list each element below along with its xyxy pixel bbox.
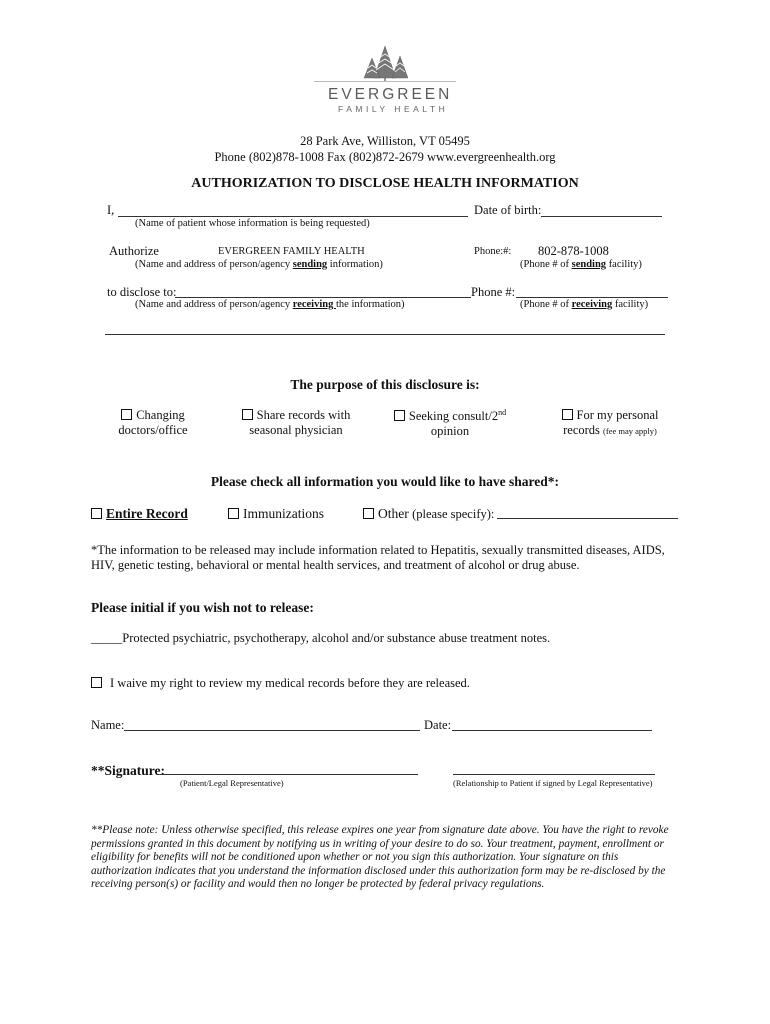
purpose-option-second-opinion[interactable]: Seeking consult/2nd opinion <box>380 408 520 439</box>
logo-name: EVERGREEN <box>328 86 453 103</box>
shared-option-entire-record[interactable]: Entire Record <box>91 506 188 522</box>
authorize-phone-label: Phone:#: <box>474 246 512 257</box>
purpose-option-changing-doctors[interactable]: Changing doctors/office <box>118 408 188 437</box>
checkbox[interactable] <box>228 508 239 519</box>
disclose-phone-label: Phone #: <box>471 285 516 299</box>
purpose-heading: The purpose of this disclosure is: <box>290 377 480 392</box>
initial-heading: Please initial if you wish not to release: <box>91 600 314 615</box>
name-label: Name: <box>91 718 125 732</box>
disclose-phone-field[interactable] <box>516 297 668 298</box>
date-label: Date: <box>424 718 452 732</box>
shared-option-other[interactable]: Other (please specify): <box>363 506 494 522</box>
dob-field[interactable] <box>541 216 662 217</box>
logo-subtitle: FAMILY HEALTH <box>338 104 449 114</box>
patient-prefix: I, <box>107 203 115 217</box>
name-field[interactable] <box>124 730 420 731</box>
checkbox[interactable] <box>91 508 102 519</box>
relationship-caption: (Relationship to Patient if signed by Legal Representative) <box>453 778 653 788</box>
address-line-2: Phone (802)878-1008 Fax (802)872-2679 www.evergreenhealth.org <box>214 150 556 164</box>
authorize-caption: (Name and address of person/agency sending information) <box>135 259 383 270</box>
date-field[interactable] <box>452 730 652 731</box>
checkbox[interactable] <box>363 508 374 519</box>
pine-trees-icon <box>358 44 412 82</box>
patient-name-field[interactable] <box>118 216 468 217</box>
waive-option[interactable]: I waive my right to review my medical records before they are released. <box>91 676 470 691</box>
privacy-note: **Please note: Unless otherwise specified, this release expires one year from signature date above. You have the right to revoke permissions granted in this document by notifying us in writing of your desire to do so. Your treatment, payment, enrollment or eligibility for benefits will not be conditioned upon whether or not you sign this authorization. Your signature on this authorization indicates that you understand the information disclosed under this authorization form may be re-disclosed by the receiving person(s) or facility and would then no longer be protected by federal privacy regulations. <box>91 824 669 890</box>
checkbox[interactable] <box>242 409 253 420</box>
disclose-caption: (Name and address of person/agency receiving the information) <box>135 299 405 310</box>
authorize-phone-value[interactable]: 802-878-1008 <box>538 244 609 258</box>
authorize-phone-caption: (Phone # of sending facility) <box>520 259 642 270</box>
authorize-value[interactable]: EVERGREEN FAMILY HEALTH <box>218 246 365 257</box>
shared-heading: Please check all information you would like to have shared*: <box>210 474 560 489</box>
signature-caption: (Patient/Legal Representative) <box>180 778 284 788</box>
disclose-name-field[interactable] <box>175 297 471 298</box>
patient-name-caption: (Name of patient whose information is being requested) <box>135 218 370 229</box>
dob-label: Date of birth: <box>474 203 542 217</box>
disclose-label: to disclose to: <box>107 285 177 299</box>
checkbox[interactable] <box>91 677 102 688</box>
disclose-address-field[interactable] <box>105 334 665 335</box>
disclaimer-line-1: *The information to be released may include information related to Hepatitis, sexually transmitted diseases, AIDS, <box>91 543 665 557</box>
disclose-phone-caption: (Phone # of receiving facility) <box>520 299 649 310</box>
purpose-option-personal-records[interactable]: For my personal records (fee may apply) <box>563 408 659 437</box>
signature-label: **Signature: <box>91 763 166 778</box>
address-line-1: 28 Park Ave, Williston, VT 05495 <box>300 134 470 148</box>
form-title: AUTHORIZATION TO DISCLOSE HEALTH INFORMATION <box>191 176 579 191</box>
signature-field[interactable] <box>160 774 418 775</box>
relationship-field[interactable] <box>453 774 655 775</box>
other-specify-field[interactable] <box>497 518 678 519</box>
checkbox[interactable] <box>562 409 573 420</box>
initial-item[interactable]: _____Protected psychiatric, psychotherapy, alcohol and/or substance abuse treatment notes. <box>91 631 551 645</box>
shared-option-immunizations[interactable]: Immunizations <box>228 506 324 522</box>
checkbox[interactable] <box>394 410 405 421</box>
purpose-option-seasonal-physician[interactable]: Share records with seasonal physician <box>226 408 366 438</box>
authorize-label: Authorize <box>109 244 159 258</box>
checkbox[interactable] <box>121 409 132 420</box>
disclaimer-line-2: HIV, genetic testing, behavioral or mental health services, and treatment of alcohol or drug abuse. <box>91 558 580 572</box>
